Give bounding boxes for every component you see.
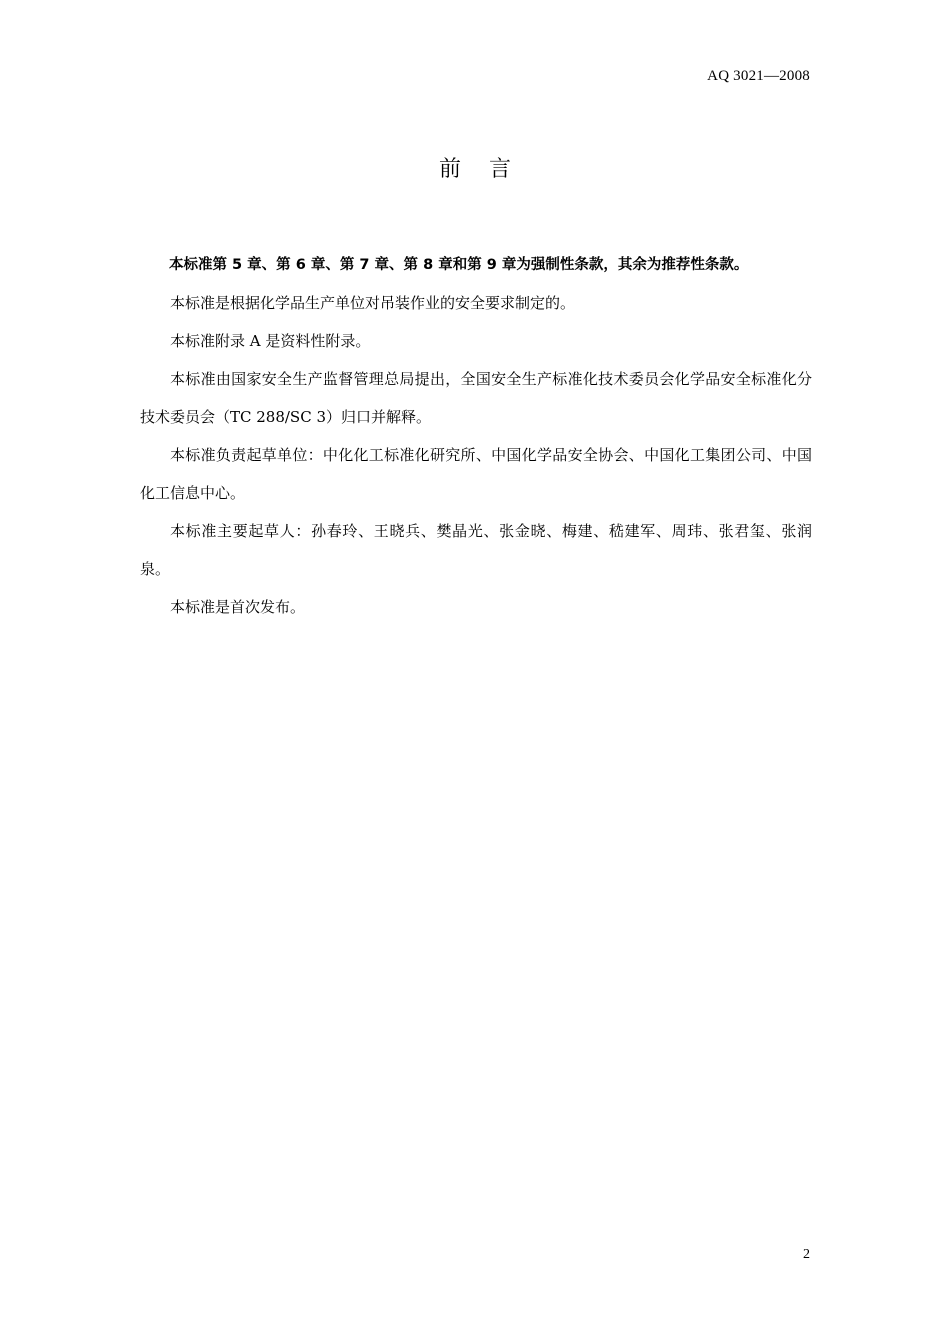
paragraph-appendix: 本标准附录 A 是资料性附录。 [170,332,371,350]
foreword-content [140,246,812,626]
paragraph-drafting-units: 本标准负责起草单位：中化化工标准化研究所、中国化学品安全协会、中国化工集团公司、中国化工信息中心。 [140,446,812,502]
paragraph-proposer: 本标准由国家安全生产监督管理总局提出，全国安全生产标准化技术委员会化学品安全标准化分技术委员会（TC 288/SC 3）归口并解释。 [140,370,812,426]
paragraph-basis: 本标准是根据化学品生产单位对吊装作业的安全要求制定的。 [170,294,576,312]
page-number: 2 [803,1247,810,1262]
paragraph-mandatory-clauses: 本标准第 5 章、第 6 章、第 7 章、第 8 章和第 9 章为强制性条款，其余为推荐性条款。 [169,257,749,273]
standard-code: AQ 3021—2008 [707,68,810,84]
page-title: 前言 [438,157,539,182]
paragraph-first-release: 本标准是首次发布。 [170,598,306,616]
paragraph-drafters: 本标准主要起草人：孙春玲、王晓兵、樊晶光、张金晓、梅建、嵇建军、周玮、张君玺、张润泉。 [140,522,812,578]
